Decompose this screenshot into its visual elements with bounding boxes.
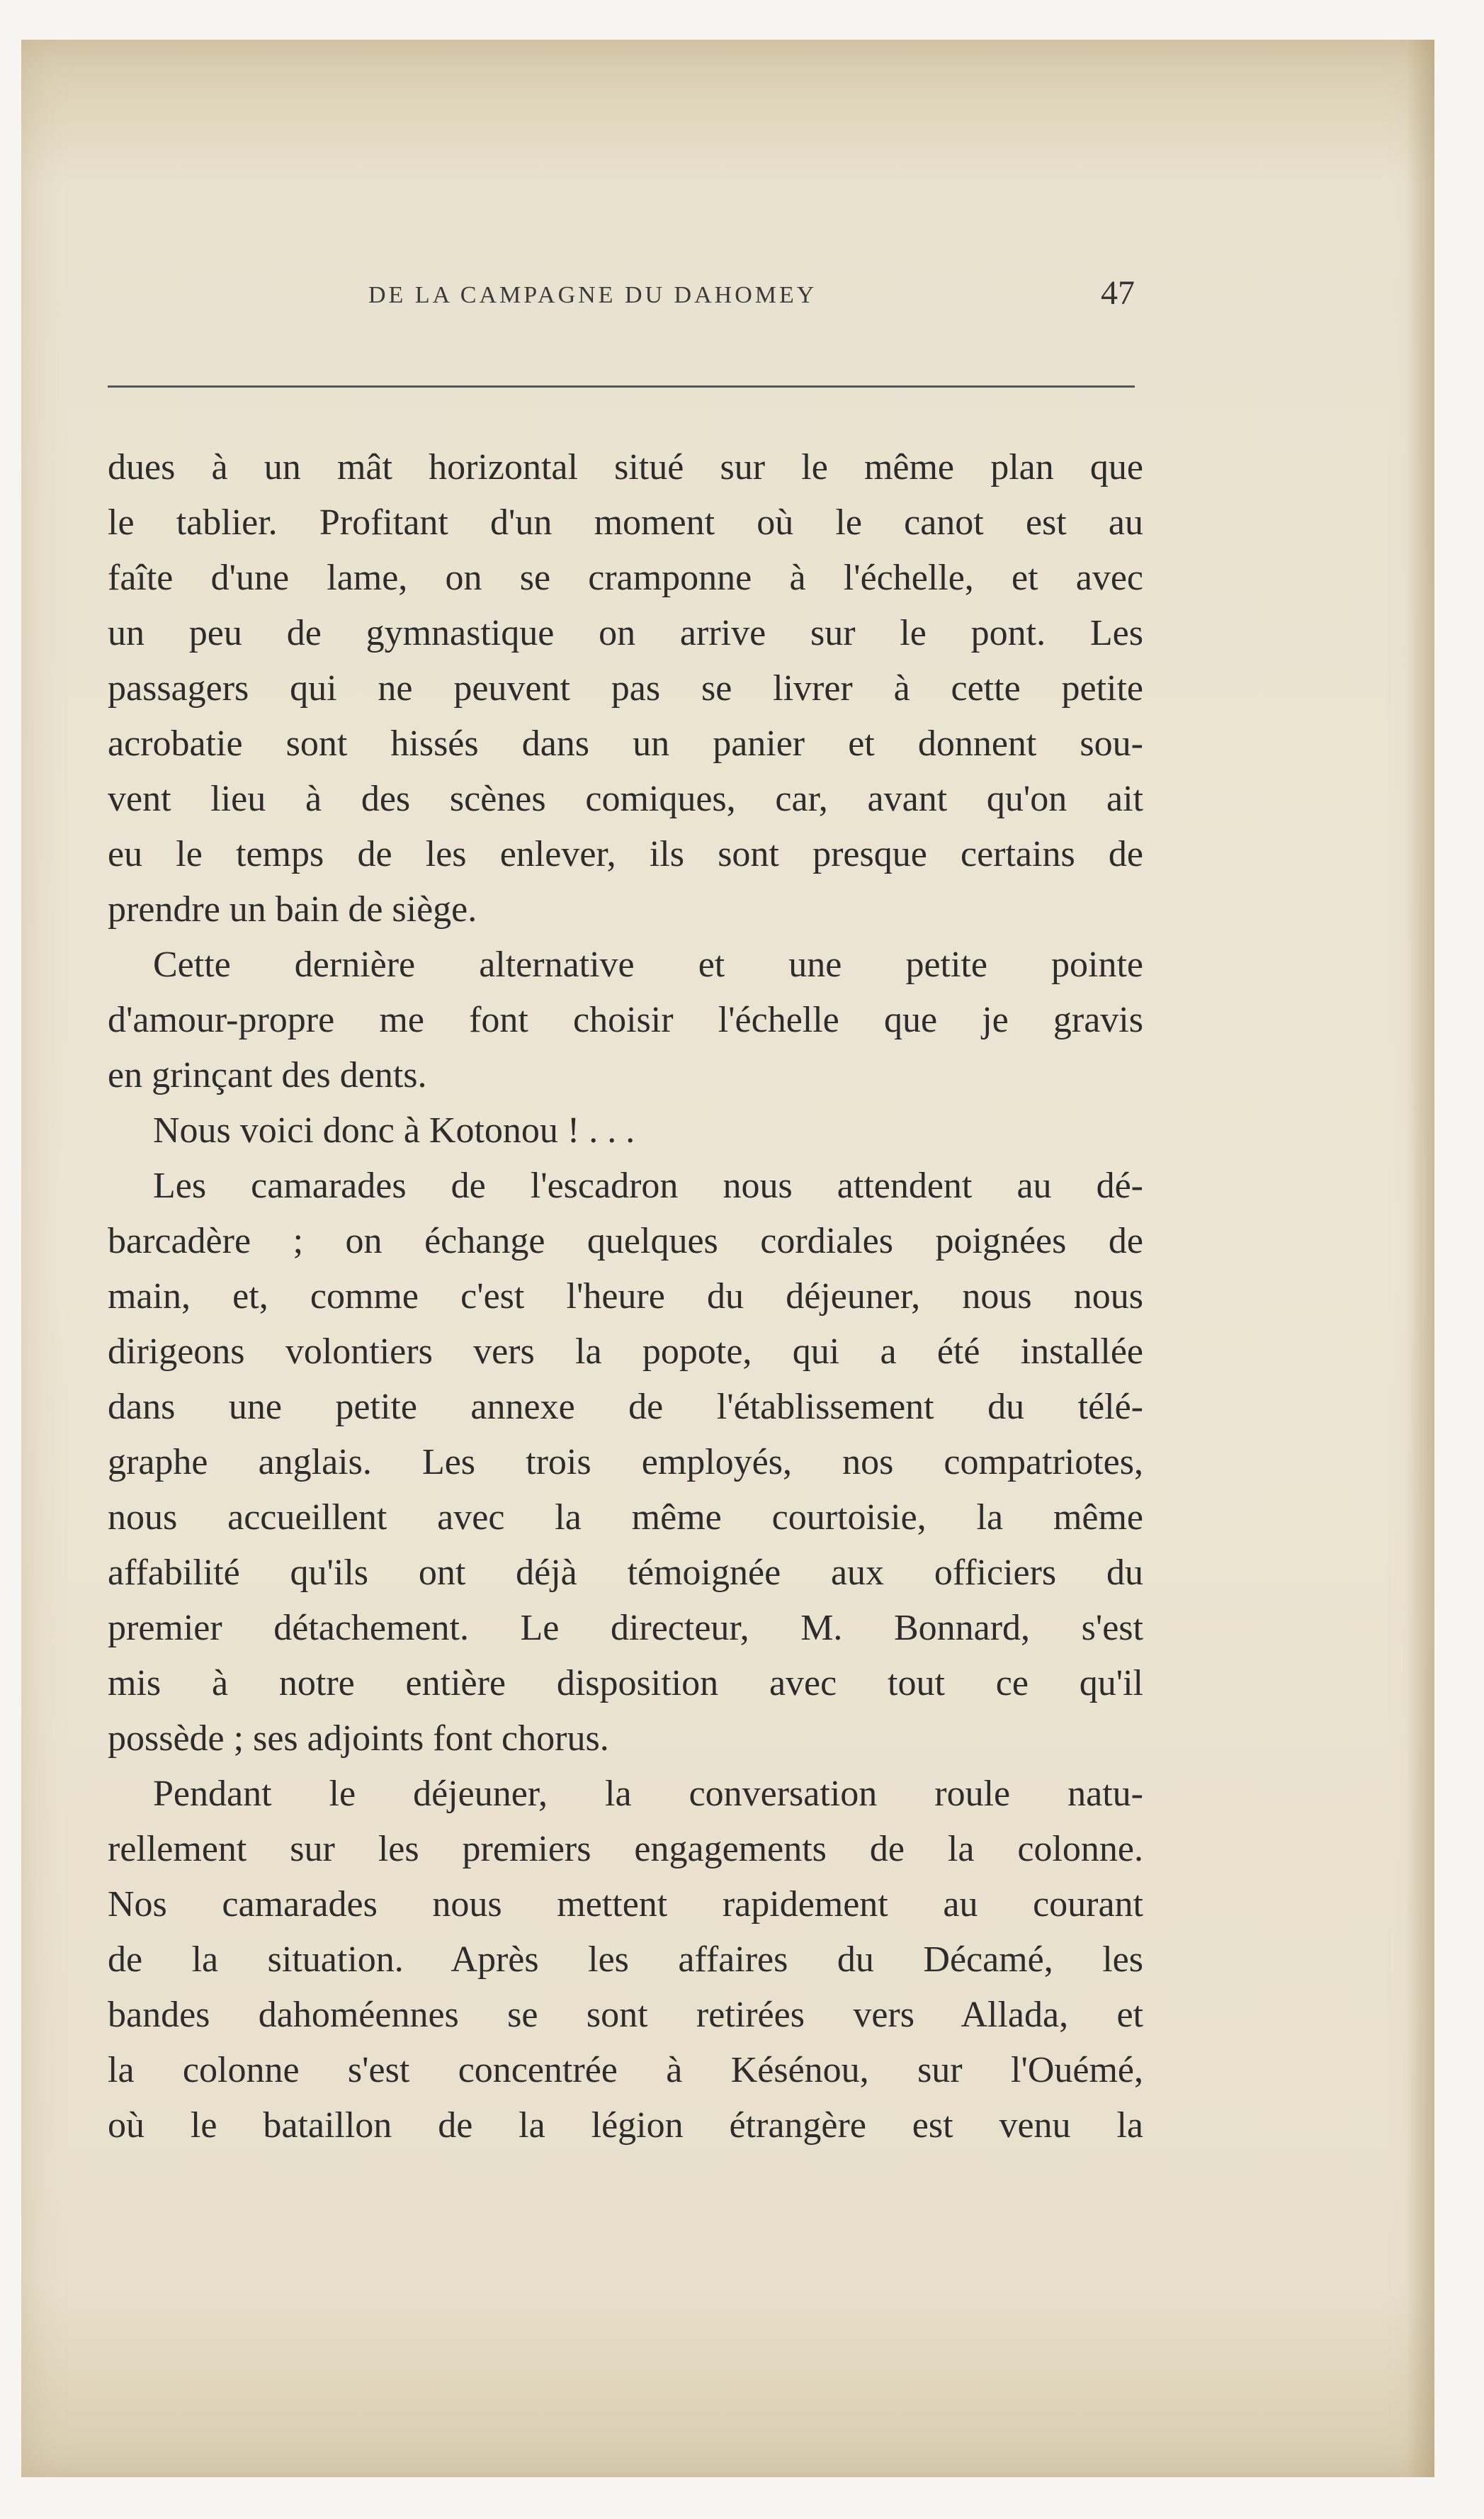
text-line: où le bataillon de la légion étrangère est venu la — [108, 2105, 1143, 2146]
text-line: Cette dernière alternative et une petite pointe — [153, 945, 1143, 985]
text-line: de la situation. Après les affaires du Décamé, les — [108, 1939, 1143, 1980]
header-rule — [108, 385, 1135, 388]
text-line: passagers qui ne peuvent pas se livrer à cette petite — [108, 668, 1143, 709]
text-line: Nos camarades nous mettent rapidement au courant — [108, 1884, 1143, 1925]
running-head — [108, 268, 1135, 325]
text-line: Pendant le déjeuner, la conversation roule natu- — [153, 1774, 1143, 1814]
text-line: nous accueillent avec la même courtoisie, la même — [108, 1497, 1143, 1538]
text-line: main, et, comme c'est l'heure du déjeuner, nous nous — [108, 1276, 1143, 1317]
text-line: eu le temps de les enlever, ils sont presque certains de — [108, 834, 1143, 874]
text-line: prendre un bain de siège. — [108, 889, 477, 930]
text-line: mis à notre entière disposition avec tout ce qu'il — [108, 1663, 1143, 1703]
text-line: un peu de gymnastique on arrive sur le pont. Les — [108, 613, 1143, 653]
text-line: dues à un mât horizontal situé sur le même plan que — [108, 447, 1143, 488]
text-line: en grinçant des dents. — [108, 1055, 427, 1095]
text-line: affabilité qu'ils ont déjà témoignée aux officiers du — [108, 1552, 1143, 1593]
text-line: rellement sur les premiers engagements de la colonne. — [108, 1829, 1143, 1869]
text-line: barcadère ; on échange quelques cordiales poignées de — [108, 1221, 1143, 1261]
text-line: premier détachement. Le directeur, M. Bonnard, s'est — [108, 1608, 1143, 1648]
text-line: acrobatie sont hissés dans un panier et donnent sou- — [108, 723, 1143, 764]
body-text — [108, 440, 1143, 2153]
text-line: dans une petite annexe de l'établissement du télé- — [108, 1387, 1143, 1427]
text-line: dirigeons volontiers vers la popote, qui a été installée — [108, 1331, 1143, 1372]
running-title: DE LA CAMPAGNE DU DAHOMEY — [368, 282, 817, 308]
text-line: vent lieu à des scènes comiques, car, avant qu'on ait — [108, 779, 1143, 819]
text-line: Nous voici donc à Kotonou ! . . . — [153, 1110, 635, 1151]
text-line: Les camarades de l'escadron nous attendent au dé- — [153, 1166, 1143, 1206]
text-line: d'amour-propre me font choisir l'échelle que je gravis — [108, 1000, 1143, 1040]
book-page — [21, 40, 1434, 2477]
text-line: graphe anglais. Les trois employés, nos compatriotes, — [108, 1442, 1143, 1482]
text-line: le tablier. Profitant d'un moment où le canot est au — [108, 502, 1143, 543]
text-line: bandes dahoméennes se sont retirées vers Allada, et — [108, 1995, 1143, 2035]
text-line: la colonne s'est concentrée à Késénou, sur l'Ouémé, — [108, 2050, 1143, 2090]
page-number: 47 — [1101, 274, 1135, 312]
text-line: possède ; ses adjoints font chorus. — [108, 1718, 609, 1759]
text-line: faîte d'une lame, on se cramponne à l'échelle, et avec — [108, 558, 1143, 598]
